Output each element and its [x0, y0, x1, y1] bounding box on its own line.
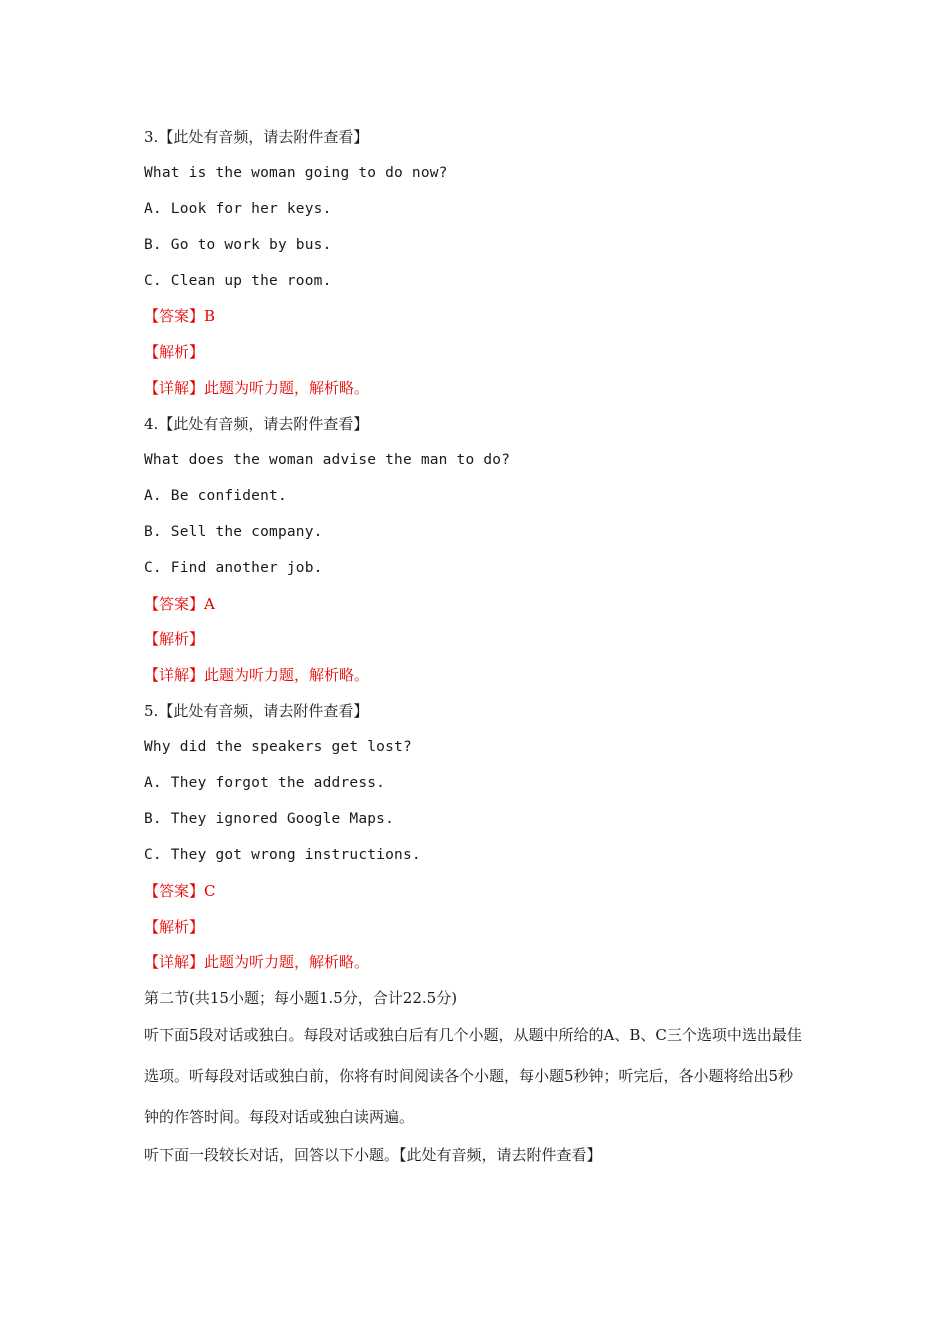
detail-tag: 【详解】 [144, 953, 205, 972]
answer-line [144, 300, 804, 336]
analysis-tag: 【解析】 [144, 630, 205, 649]
option-b: B. Go to work by bus. [144, 236, 332, 253]
question-5-prompt: Why did the speakers get lost? [144, 739, 412, 756]
long-dialogue-intro [144, 1139, 804, 1175]
analysis-tag: 【解析】 [144, 917, 205, 936]
option-c: C. They got wrong instructions. [144, 846, 421, 863]
option-a: A. They forgot the address. [144, 775, 386, 792]
question-number: 5. [144, 702, 159, 721]
option-a: A. Be confident. [144, 487, 287, 504]
detail-line [144, 372, 804, 408]
detail-tag: 【详解】 [144, 666, 205, 685]
detail-text: 此题为听力题，解析略。 [204, 379, 370, 398]
answer-value: C [204, 881, 216, 900]
answer-line [144, 588, 804, 624]
audio-note: 【此处有音频，请去附件查看】 [158, 128, 369, 146]
section-heading: 第二节(共15小题；每小题1.5分，合计22.5分) [144, 989, 458, 1008]
answer-value: A [204, 594, 215, 613]
question-3-header [144, 121, 804, 157]
question-5-header [144, 695, 804, 731]
page-content [144, 121, 804, 1175]
option-a: A. Look for her keys. [144, 200, 332, 217]
question-4-header [144, 408, 804, 444]
detail-tag: 【详解】 [144, 379, 205, 398]
audio-note: 【此处有音频，请去附件查看】 [158, 415, 369, 434]
detail-line [144, 946, 804, 982]
option-b: B. Sell the company. [144, 523, 323, 540]
answer-tag: 【答案】 [144, 307, 205, 326]
question-number: 4. [144, 415, 159, 434]
question-4-prompt: What does the woman advise the man to do? [144, 452, 511, 469]
section-instructions: 听下面5段对话或独白。每段对话或独白后有几个小题，从题中所给的A、B、C三个选项中选出最佳选项。听每段对话或独白前，你将有时间阅读各个小题，每小题5秒钟；听完后，各小题将给出5秒钟的作答时间。每段对话或独白读两遍。 [144, 1026, 802, 1127]
option-b: B. They ignored Google Maps. [144, 810, 395, 827]
analysis-tag: 【解析】 [144, 343, 205, 362]
answer-tag: 【答案】 [144, 881, 205, 900]
answer-tag: 【答案】 [144, 594, 205, 613]
answer-value: B [204, 307, 216, 326]
question-number: 3. [144, 128, 159, 146]
question-3-prompt: What is the woman going to do now? [144, 164, 448, 181]
audio-note: 【此处有音频，请去附件查看】 [399, 1146, 602, 1165]
detail-line [144, 659, 804, 695]
intro-text: 听下面一段较长对话，回答以下小题。 [144, 1146, 400, 1165]
detail-text: 此题为听力题，解析略。 [204, 953, 370, 972]
detail-text: 此题为听力题，解析略。 [204, 666, 370, 685]
answer-line [144, 875, 804, 911]
audio-note: 【此处有音频，请去附件查看】 [158, 702, 369, 721]
option-c: C. Find another job. [144, 559, 323, 576]
option-c: C. Clean up the room. [144, 272, 332, 289]
